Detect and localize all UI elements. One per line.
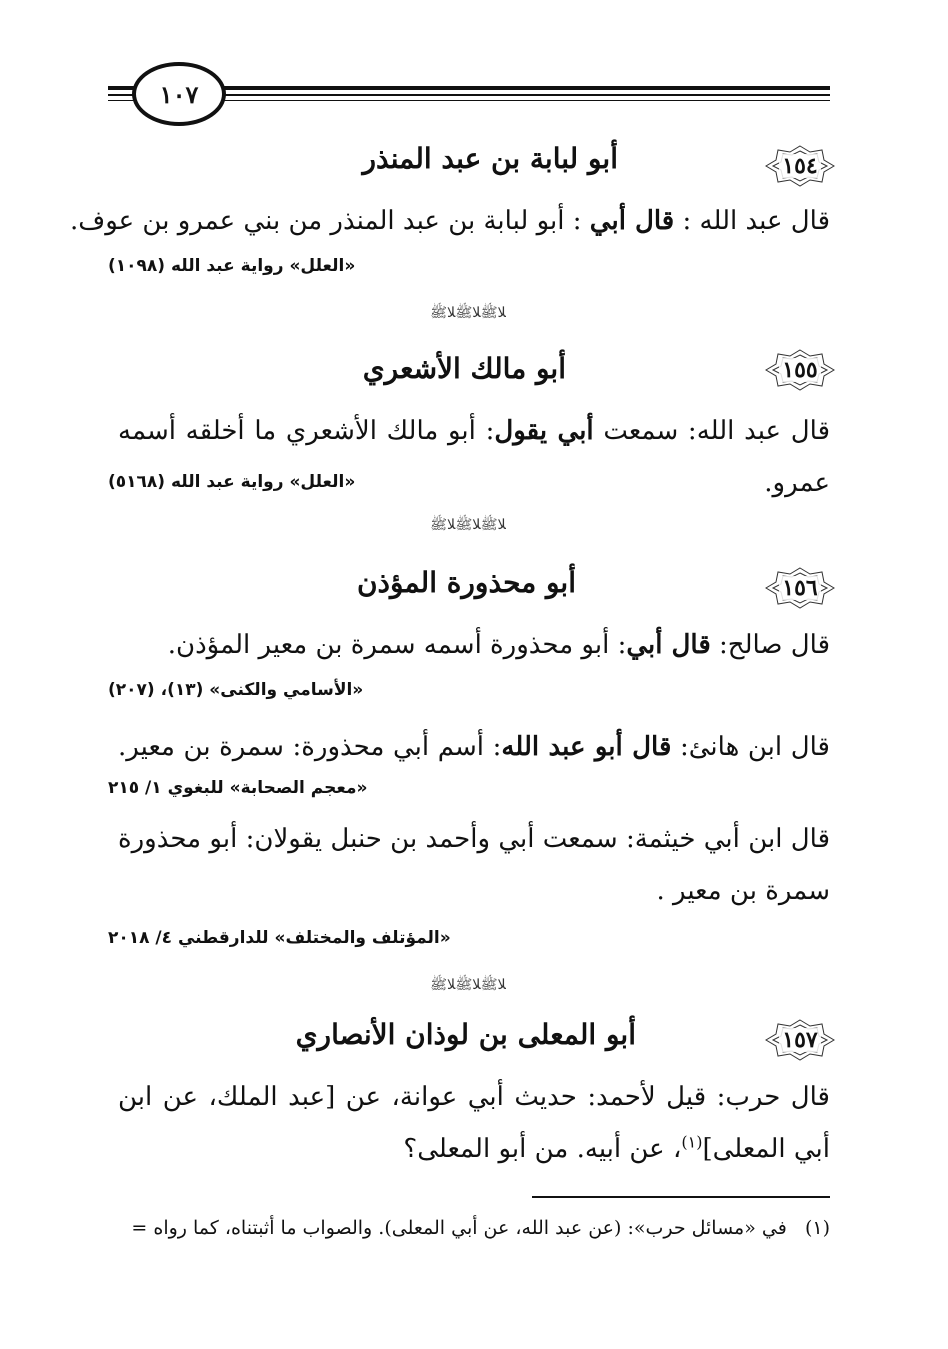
source-citation: «العلل» رواية عبد الله (١٠٩٨) [108, 256, 356, 276]
text-line: قال ابن هانئ: قال أبو عبد الله: أسم أبي محذورة: سمرة بن معير. [118, 732, 830, 762]
footnote-reference[interactable]: (١) [681, 1132, 703, 1152]
text-line: قال ابن أبي خيثمة: سمعت أبي وأحمد بن حنبل يقولان: أبو محذورة [118, 824, 831, 854]
text-line: قال عبد الله: سمعت أبي يقول: أبو مالك الأشعري ما أخلقه أسمه [118, 416, 830, 446]
text-line: قال حرب: قيل لأحمد: حديث أبي عوانة، عن [عبد الملك، عن ابن [118, 1082, 830, 1112]
section-separator: ﻼﷺﻼﷺﻼﷺ [430, 305, 506, 321]
text-line: قال صالح: قال أبي: أبو محذورة أسمه سمرة بن معير المؤذن. [167, 630, 830, 660]
text-line: أبي المعلى]$^{(١)}$، عن أبيه. من أبو المعلى؟ [403, 1132, 830, 1164]
text-line: قال عبد الله : قال أبي : أبو لبابة بن عبد المنذر من بني عمرو بن عوف. [70, 206, 830, 236]
section-separator: ﻼﷺﻼﷺﻼﷺ [430, 977, 506, 993]
entry-title: أبو محذورة المؤذن [356, 566, 576, 599]
source-citation: «معجم الصحابة» للبغوي ١/ ٢١٥ [108, 778, 368, 798]
entry-number: ١٥٤ [779, 154, 820, 178]
text-line: سمرة بن معير . [656, 876, 830, 906]
entry-title: أبو لبابة بن عبد المنذر [362, 142, 618, 175]
entry-title: أبو المعلى بن لوذان الأنصاري [295, 1018, 636, 1051]
source-citation: «العلل» رواية عبد الله (٥١٦٨) [108, 472, 356, 492]
entry-number: ١٥٥ [779, 358, 820, 382]
section-separator: ﻼﷺﻼﷺﻼﷺ [430, 517, 506, 533]
entry-number: ١٥٦ [779, 576, 820, 600]
footnote [110, 1214, 830, 1242]
footnote-text: في «مسائل حرب»: (عن عبد الله، عن أبي المعلى). والصواب ما أثبتناه، كما رواه = [131, 1217, 787, 1239]
entry-number-badge [764, 144, 836, 188]
entry-number-badge [764, 566, 836, 610]
footnote-rule [532, 1196, 830, 1198]
page-number: ١٠٧ [132, 62, 226, 126]
entry-number: ١٥٧ [779, 1028, 820, 1052]
footnote-mark: (١) [804, 1217, 830, 1239]
entry-title: أبو مالك الأشعري [362, 352, 566, 385]
text-line: عمرو. [764, 468, 830, 498]
source-citation: «المؤتلف والمختلف» للدارقطني ٤/ ٢٠١٨ [108, 928, 451, 948]
source-citation: «الأسامي والكنى» (١٣)، (٢٠٧) [108, 680, 364, 700]
entry-number-badge [764, 1018, 836, 1062]
entry-number-badge [764, 348, 836, 392]
